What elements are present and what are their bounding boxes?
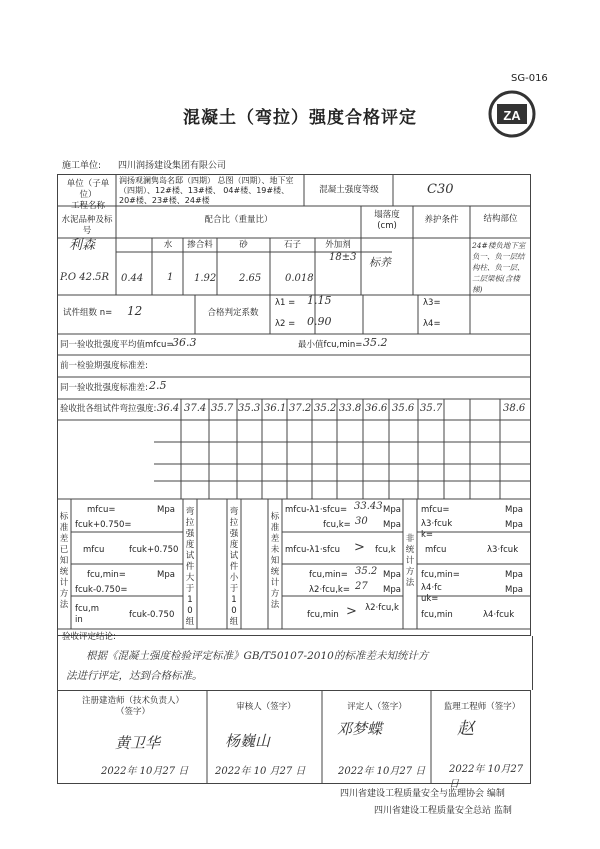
strength-value-7: 35.2 — [314, 403, 337, 414]
lambda4-label: λ4= — [423, 319, 441, 329]
cement-label: 水泥品种及标号 — [61, 215, 113, 236]
grade-value: C30 — [427, 182, 454, 197]
count-label: 试件组数 n= — [63, 308, 113, 318]
sd-label: 同一验收批强度标准差: — [60, 383, 148, 393]
strength-value-3: 35.7 — [211, 403, 234, 414]
mix-value-additive: 0.018 — [285, 273, 314, 284]
ratio-label: 配合比（重量比） — [204, 215, 273, 225]
count-value: 12 — [127, 304, 143, 318]
m4-lambda1-label: mfcu-λ1·sfcu= — [285, 505, 348, 515]
m4-fcumin-value: 35.2 — [355, 566, 378, 577]
strength-value-8: 33.8 — [339, 403, 362, 414]
m4-lambda1-value: 33.43 — [354, 501, 383, 512]
logo-text: ZA — [503, 108, 521, 123]
conclusion-line2: 法进行评定，达到合格标准。 — [66, 670, 203, 682]
footer-editor: 四川省建设工程质量安全与监理协会 编制 — [340, 789, 505, 799]
m4-mpa-2: Mpa — [383, 520, 401, 530]
lambda2-value: 0.90 — [307, 315, 332, 328]
m1-fcumin: fcu,min= — [87, 570, 126, 580]
grade-label: 混凝土强度等级 — [319, 185, 379, 195]
project-name: 润扬观澜隽岛名邸（四期） 总图（四期）、地下室（四期）、12#楼、13#楼、 04#楼、19#楼、20#楼、23#楼、24#楼 — [119, 176, 294, 205]
sig2-date: 2022年 10 月27 日 — [215, 766, 306, 777]
signature-area — [57, 690, 531, 790]
m5-mpa-4: Mpa — [505, 585, 523, 595]
curing-value: 标养 — [369, 256, 391, 269]
slump-label: 塌落度 (cm) — [374, 210, 400, 231]
location-label: 结构部位 — [483, 214, 518, 224]
m5-fcumin-compare: fcu,min — [421, 610, 453, 620]
slump-value: 18±3 — [329, 252, 357, 263]
construction-unit-value: 四川润扬建设集团有限公司 — [118, 161, 227, 171]
m4-compare1-left: mfcu-λ1·sfcu — [285, 545, 341, 555]
lambda1-value: 1.15 — [307, 294, 332, 307]
unit-name-label: 单位（子单位） 工程名称 — [66, 179, 110, 211]
m5-lambda4: λ4·fc uk= — [421, 583, 442, 604]
m1-mpa-1: Mpa — [157, 505, 175, 515]
mix-col-stone: 石子 — [283, 240, 301, 250]
conclusion-label: 验收评定结论: — [62, 632, 116, 642]
sig1-label: 注册建造师（技术负责人） （签字） — [81, 696, 184, 717]
sig3-signature: 邓梦蝶 — [337, 720, 383, 738]
values-label: 验收批各组试件弯拉强度: — [60, 404, 157, 414]
method3-title: 弯拉强度试件小于10组 — [229, 507, 239, 627]
strength-value-12: 38.6 — [503, 403, 526, 414]
sd-value: 2.5 — [149, 379, 167, 392]
cement-type: 利森 — [69, 238, 96, 253]
lambda1-label: λ1 = — [275, 298, 296, 308]
m4-mpa-4: Mpa — [383, 585, 401, 595]
mix-col-water: 水 — [163, 240, 173, 250]
prev-sd-label: 前一检验期强度标准差: — [60, 361, 148, 371]
m5-lambda4-compare: λ4·fcuk — [483, 610, 515, 620]
mix-value-water: 0.44 — [121, 273, 144, 284]
strength-value-9: 36.6 — [365, 403, 388, 414]
curing-label: 养护条件 — [424, 215, 459, 225]
min-value: 35.2 — [363, 336, 388, 349]
sig3-date: 2022年 10月27 日 — [338, 766, 426, 777]
mix-value-admixture: 1 — [167, 272, 174, 283]
m1-fcuk-plus: fcuk+0.750= — [75, 520, 132, 530]
m4-compare2-left: fcu,min — [307, 610, 339, 620]
sig1-date: 2022年 10月27 日 — [101, 766, 189, 777]
strength-value-5: 36.1 — [264, 403, 287, 414]
m4-mpa-3: Mpa — [383, 570, 401, 580]
m1-fcuk-minus-compare: fcuk-0.750 — [129, 610, 175, 620]
method5-title: 非统计方法 — [405, 534, 415, 588]
construction-unit-label: 施工单位: — [62, 161, 102, 171]
m5-lambda3: λ3·fcuk k= — [421, 519, 453, 540]
sig1-signature: 黄卫华 — [115, 734, 161, 752]
m4-compare2-sign: > — [346, 604, 357, 619]
lambda2-label: λ2 = — [275, 319, 296, 329]
m5-mpa-1: Mpa — [505, 505, 523, 515]
strength-value-10: 35.6 — [392, 403, 415, 414]
m4-compare1-right: fcu,k — [375, 545, 396, 555]
method2-title: 弯拉强度试件大于10组 — [185, 507, 195, 627]
footer-supervisor: 四川省建设工程质量安全总站 监制 — [374, 806, 512, 816]
location-value: 24#楼负地下室负一、负一层结构柱、负一层、二层梁板(含楼梯) — [472, 241, 526, 294]
sig2-signature: 杨巍山 — [225, 732, 271, 750]
m4-compare1-sign: > — [354, 540, 365, 555]
strength-value-4: 35.3 — [238, 403, 261, 414]
lambda3-label: λ3= — [423, 298, 441, 308]
avg-label: 同一验收批强度平均值mfcu= — [60, 340, 174, 350]
cement-grade: P.O 42.5R — [60, 272, 110, 283]
strength-value-2: 37.4 — [184, 403, 207, 414]
m4-mpa-1: Mpa — [383, 505, 401, 515]
m1-mfcu: mfcu= — [87, 505, 116, 515]
evaluation-form-table — [57, 174, 531, 636]
sig2-label: 审核人（签字） — [236, 702, 296, 712]
strength-value-1: 36.4 — [157, 403, 180, 414]
m4-fcumin-label: fcu,min= — [309, 570, 348, 580]
m5-fcumin: fcu,min= — [421, 570, 460, 580]
avg-value: 36.3 — [172, 336, 197, 349]
method4-title: 标准差未知统计方法 — [270, 512, 280, 610]
m1-mpa-2: Mpa — [157, 570, 175, 580]
m5-mfcu: mfcu= — [421, 505, 450, 515]
strength-value-6: 37.2 — [289, 403, 312, 414]
document-code: SG-016 — [511, 73, 548, 84]
strength-value-11: 35.7 — [420, 403, 443, 414]
factor-label: 合格判定系数 — [207, 308, 259, 318]
m1-mfcu-compare: mfcu — [83, 545, 105, 555]
m5-mpa-3: Mpa — [505, 570, 523, 580]
m4-lambda2-label: λ2·fcu,k= — [309, 585, 350, 595]
mix-value-stone: 2.65 — [239, 273, 262, 284]
sig4-label: 监理工程师（签字） — [443, 702, 521, 712]
sig3-label: 评定人（签字） — [347, 702, 407, 712]
mix-col-additive: 外加剂 — [325, 240, 351, 250]
page-title: 混凝土（弯拉）强度合格评定 — [183, 108, 417, 128]
mix-col-sand: 砂 — [239, 240, 248, 250]
sig4-date: 2022年 10月27 日 — [449, 764, 524, 790]
m5-mfcu-compare: mfcu — [425, 545, 447, 555]
mix-col-admixture: 掺合料 — [187, 240, 213, 250]
m5-mpa-2: Mpa — [505, 520, 523, 530]
mix-value-sand: 1.92 — [194, 273, 217, 284]
m4-fcuk-label: fcu,k= — [323, 520, 351, 530]
m1-fcuk-minus: fcuk-0.750= — [75, 585, 128, 595]
m1-fcuk-plus-compare: fcuk+0.750 — [129, 545, 179, 555]
m4-compare2-right: λ2·fcu,k — [365, 603, 399, 613]
m4-lambda2-value: 27 — [355, 581, 368, 592]
min-label: 最小值fcu,min= — [298, 340, 363, 350]
m4-fcuk-value: 30 — [355, 516, 368, 527]
m5-lambda3-compare: λ3·fcuk — [487, 545, 519, 555]
sig4-signature: 赵 — [457, 719, 474, 739]
method1-title: 标准差已知统计方法 — [59, 512, 69, 610]
conclusion-line1: 根据《混凝土强度检验评定标准》GB/T50107-2010的标准差未知统计方 — [86, 650, 429, 662]
conclusion-box — [57, 632, 533, 690]
m1-fcumin-compare: fcu,m in — [75, 604, 100, 625]
